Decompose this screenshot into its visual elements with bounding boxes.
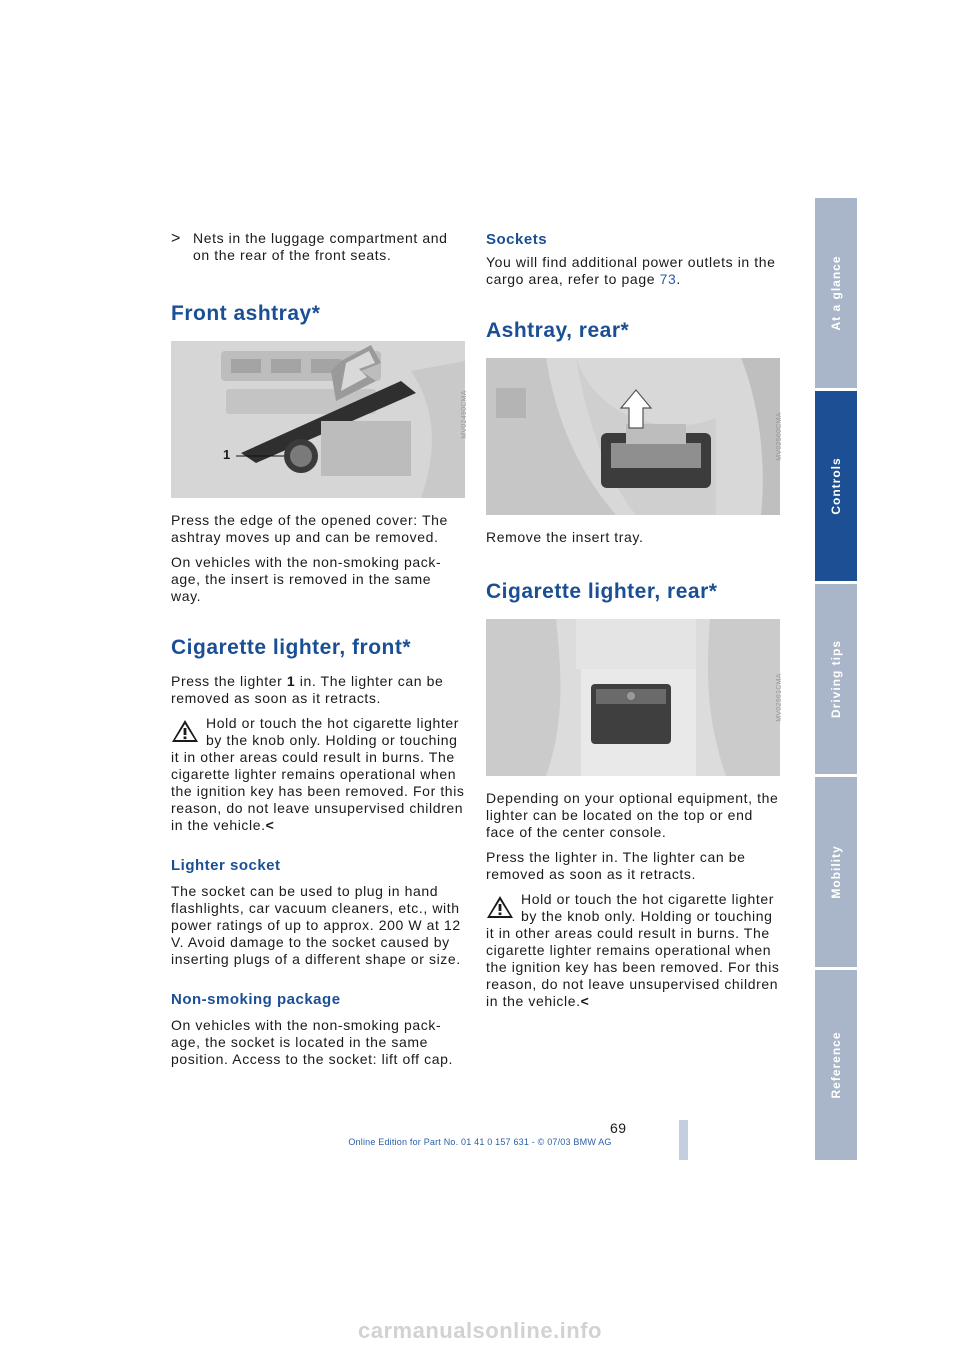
tab-controls[interactable] xyxy=(815,391,857,581)
rear-lighter-illustration xyxy=(486,619,780,776)
warning-text-body: it in other areas could result in burns. The cigarette lighter remains operational when the ignition key has been removed. For this reason, do not leave unsupervised children in the vehicle. xyxy=(171,749,465,833)
left-column xyxy=(171,230,469,1068)
end-mark: < xyxy=(265,817,275,833)
lighter-rear-heading: Cigarette lighter, rear* xyxy=(486,580,718,603)
tab-label: At a glance xyxy=(829,255,843,331)
footer-edition-note: Online Edition for Part No. 01 41 0 157 631 - © 07/03 BMW AG xyxy=(348,1137,612,1147)
front-ashtray-illustration xyxy=(171,341,465,498)
nonsmoking-paragraph: On vehicles with the non-smoking pack-age, the socket is located in the same position. Access to the socket: lift off cap. xyxy=(171,1017,453,1067)
tab-label: Reference xyxy=(829,1031,843,1099)
rear-ashtray-figure xyxy=(486,358,784,515)
end-mark: < xyxy=(580,993,590,1009)
sockets-text-end: . xyxy=(676,271,681,287)
tab-at-a-glance[interactable] xyxy=(815,198,857,388)
ashtray-paragraph-1: Press the edge of the opened cover: The ashtray moves up and can be removed. xyxy=(171,512,448,545)
socket-paragraph: The socket can be used to plug in hand flashlights, car vacuum cleaners, etc., with power ratings of up to approx. 200 W at 12 V. Avoid damage to the socket caused by inserting plugs of a different shape or size. xyxy=(171,883,461,967)
front-ashtray-figure xyxy=(171,341,469,498)
tab-label: Mobility xyxy=(829,845,843,899)
lighter-callout-ref: 1 xyxy=(286,673,296,689)
rear-lighter-paragraph-2: Press the lighter in. The lighter can be removed as soon as it retracts. xyxy=(486,849,746,882)
sockets-heading: Sockets xyxy=(486,231,548,248)
page-73-link[interactable]: 73 xyxy=(659,271,677,287)
warning-box xyxy=(486,891,780,1010)
figure-code: MV02560CMA xyxy=(776,412,784,461)
lighter-front-heading: Cigarette lighter, front* xyxy=(171,636,412,659)
tab-mobility[interactable] xyxy=(815,777,857,967)
warning-text-first: Hold or touch the hot cigarette lighter by the knob only. Holding or touching xyxy=(521,891,774,924)
rear-lighter-paragraph-1: Depending on your optional equipment, the lighter can be located on the top or end face of the center console. xyxy=(486,790,779,840)
figure-code: MV02490CMA xyxy=(461,390,469,439)
callout-number-1: 1 xyxy=(223,447,231,462)
ashtray-paragraph-2: On vehicles with the non-smoking pack-age, the insert is removed in the same way. xyxy=(171,554,442,604)
sockets-text: You will find additional power outlets in the cargo area, refer to page xyxy=(486,254,776,287)
section-tabs xyxy=(815,198,857,1160)
warning-text-first: Hold or touch the hot cigarette lighter by the knob only. Holding or touching xyxy=(206,715,459,748)
rear-lighter-figure xyxy=(486,619,784,776)
nonsmoking-heading: Non-smoking package xyxy=(171,991,341,1008)
lighter-front-paragraph xyxy=(171,673,465,707)
sockets-paragraph xyxy=(486,254,780,288)
rear-ashtray-heading: Ashtray, rear* xyxy=(486,319,630,342)
tab-label: Controls xyxy=(829,457,843,515)
tab-label: Driving tips xyxy=(829,639,843,719)
tab-driving-tips[interactable] xyxy=(815,584,857,774)
warning-text-rest xyxy=(486,925,780,1010)
rear-ashtray-illustration xyxy=(486,358,780,515)
figure-code: MV02561CMA xyxy=(776,673,784,722)
front-ashtray-heading: Front ashtray* xyxy=(171,302,321,325)
warning-text-body: it in other areas could result in burns. The cigarette lighter remains operational when the ignition key has been removed. For this reason, do not leave unsupervised children in the vehicle. xyxy=(486,925,780,1009)
lighter-socket-heading: Lighter socket xyxy=(171,857,281,874)
warning-triangle-icon xyxy=(486,895,514,919)
bullet-mark: > xyxy=(171,230,181,247)
warning-box xyxy=(171,715,465,834)
warning-triangle-icon xyxy=(171,719,199,743)
right-column xyxy=(486,230,784,1010)
lighter-text-a: Press the lighter xyxy=(171,673,287,689)
tab-reference[interactable] xyxy=(815,970,857,1160)
watermark: carmanualsonline.info xyxy=(358,1318,602,1343)
lighter-text-c: in. The lighter can be removed as soon as it retracts. xyxy=(171,673,444,706)
bullet-text: Nets in the luggage compartment and on the rear of the front seats. xyxy=(193,230,448,263)
page-number: 69 xyxy=(610,1120,627,1136)
rear-ashtray-paragraph: Remove the insert tray. xyxy=(486,529,644,545)
bullet-item xyxy=(171,230,465,264)
warning-text-rest xyxy=(171,749,465,834)
